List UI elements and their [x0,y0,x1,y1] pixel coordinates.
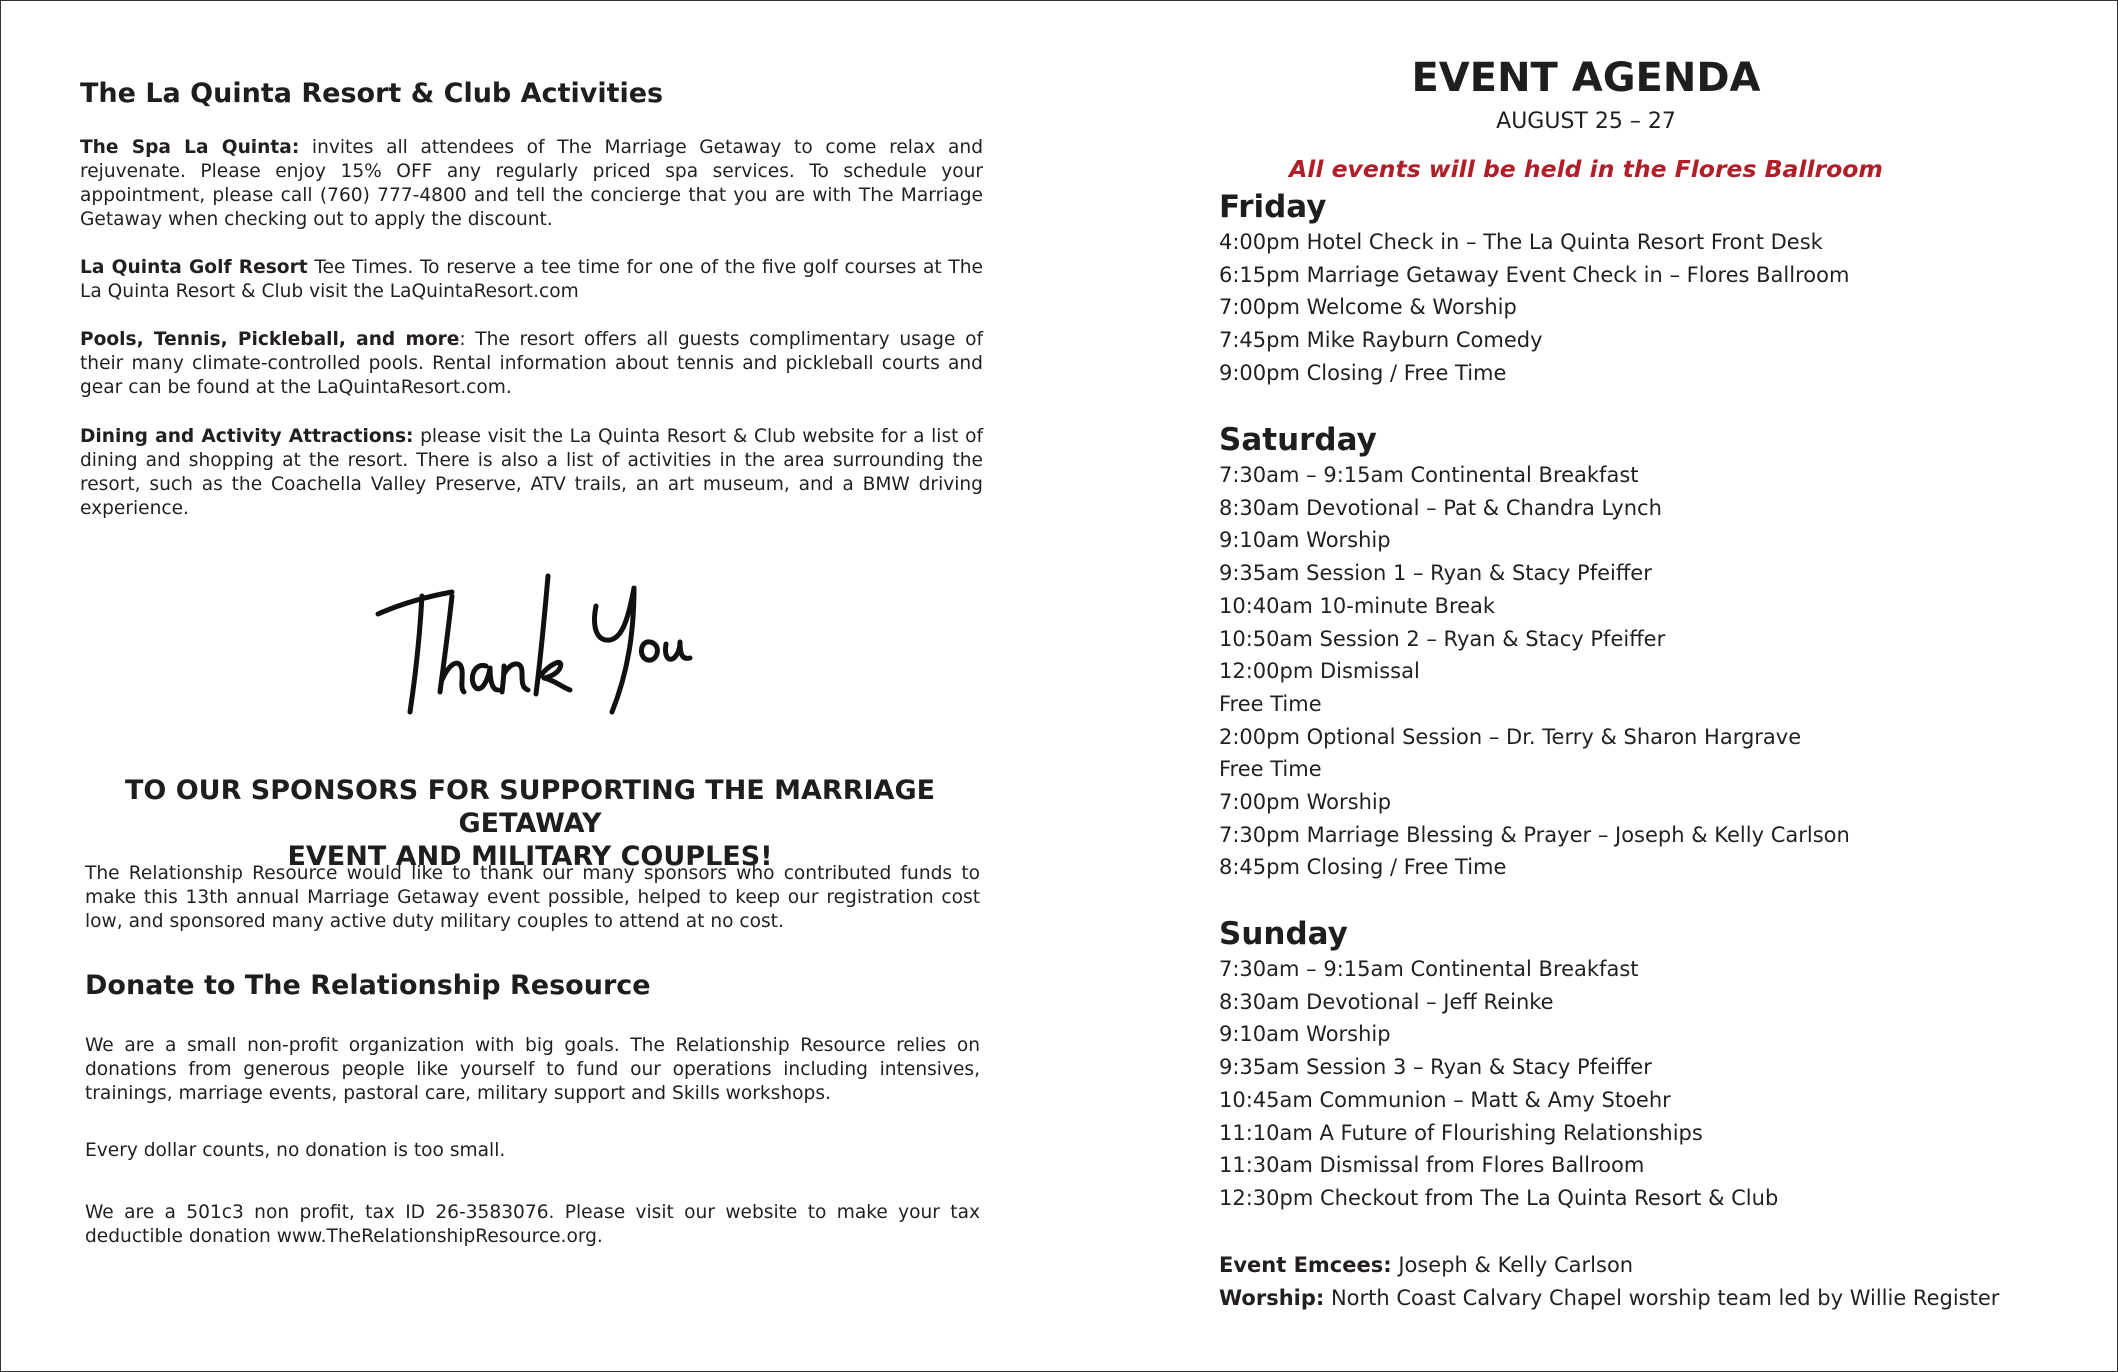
worship-value: North Coast Calvary Chapel worship team led by Willie Register [1324,1285,2000,1310]
day-sunday [1219,915,1778,1215]
dining-text: please visit the La Quinta Resort & Club website for a list of dining and shopping at the resort. There is also a list of activities in the area surrounding the resort, such as the Coachella Valley Preserve, ATV trails, an art museum, and a BMW driving experience. [80,426,983,519]
agenda-item: 7:45pm Mike Rayburn Comedy [1219,328,1543,353]
agenda-item: 9:00pm Closing / Free Time [1219,360,1507,385]
day-friday [1219,188,1849,390]
golf-paragraph [80,256,983,304]
agenda-item: 7:30am – 9:15am Continental Breakfast [1219,463,1639,487]
agenda-item: 10:40am 10-minute Break [1219,593,1496,618]
agenda-item: Free Time [1219,757,1322,782]
golf-lead: La Quinta Golf Resort [80,257,308,278]
agenda-item: 9:35am Session 3 – Ryan & Stacy Pfeiffer [1219,1055,1652,1080]
agenda-location-note: All events will be held in the Flores Ballroom [1289,155,1883,183]
golf-text: Tee Times. To reserve a tee time for one of the five golf courses at The La Quinta Resort & Club visit the LaQuintaResort.com [80,257,983,302]
donate-text-3: We are a 501c3 non profit, tax ID 26-3583076. Please visit our website to make your tax deductible donation www.TheRelationshipResource.org. [85,1202,980,1247]
agenda-item: 8:30am Devotional – Pat & Chandra Lynch [1219,495,1662,520]
pools-text: : The resort offers all guests complimentary usage of their many climate-controlled pools. Rental information about tennis and pickleball courts and gear can be found at the LaQuintaResort.com. [80,329,983,398]
agenda-item: 9:35am Session 1 – Ryan & Stacy Pfeiffer [1219,561,1652,586]
sponsors-title [70,774,990,873]
pools-lead: Pools, Tennis, Pickleball, and more [80,329,460,350]
agenda-dates: AUGUST 25 – 27 [1496,109,1676,134]
worship-label: Worship: [1219,1285,1325,1310]
spa-text: invites all attendees of The Marriage Getaway to come relax and rejuvenate. Please enjoy 15% OFF any regularly priced spa services. To schedule your appointment, please call (760) 777-4800 and tell the concierge that you are with The Marriage Getaway when checking out to apply the discount. [80,137,983,230]
emcees-line [1219,1249,1999,1282]
spa-paragraph [80,136,983,232]
script-h [440,596,464,692]
day-title: Sunday [1219,916,1348,952]
emcees-value: Joseph & Kelly Carlson [1391,1253,1634,1277]
agenda-title: EVENT AGENDA [1411,55,1761,101]
agenda-item: 12:00pm Dismissal [1219,659,1420,684]
sponsors-title-line2: EVENT AND MILITARY COUPLES! [287,841,773,872]
emcees-label: Event Emcees: [1219,1253,1392,1277]
credits [1219,1249,1999,1314]
agenda-item: 8:45pm Closing / Free Time [1219,855,1507,880]
script-k [536,576,570,694]
thank-you-script [360,562,700,732]
friday-items [1219,226,1849,390]
agenda-item: 7:00pm Worship [1219,790,1392,815]
script-o [641,642,657,660]
agenda-item: 7:30pm Marriage Blessing & Prayer – Joseph & Kelly Carlson [1219,822,1850,847]
donate-text-2: Every dollar counts, no donation is too small. [85,1140,506,1161]
agenda-item: 6:15pm Marriage Getaway Event Check in – Flores Ballroom [1219,262,1850,287]
agenda-item: 9:10am Worship [1219,1022,1391,1047]
sponsors-text: The Relationship Resource would like to thank our many sponsors who contributed funds to make this 13th annual Marriage Getaway event possible, helped to keep our registration cost low, and sponsored many active duty military couples to attend at no cost. [85,863,980,932]
donate-text-1: We are a small non-profit organization with big goals. The Relationship Resource relies on donations from generous people like yourself to fund our operations including intensives, trainings, marriage events, pastoral care, military support and Skills workshops. [85,1035,980,1104]
day-title: Saturday [1219,422,1377,458]
agenda-item: 4:00pm Hotel Check in – The La Quinta Resort Front Desk [1219,230,1823,254]
agenda-item: 10:50am Session 2 – Ryan & Stacy Pfeiffer [1219,626,1666,651]
dining-lead: Dining and Activity Attractions: [80,426,414,447]
agenda-item: 7:00pm Welcome & Worship [1219,295,1517,320]
agenda-item: 2:00pm Optional Session – Dr. Terry & Sharon Hargrave [1219,724,1802,749]
script-t-stem [410,596,422,712]
agenda-item: 11:10am A Future of Flourishing Relationships [1219,1120,1703,1145]
spa-lead: The Spa La Quinta: [80,137,300,158]
donate-title: Donate to The Relationship Resource [85,970,651,1001]
agenda-item: 12:30pm Checkout from The La Quinta Resort & Club [1219,1185,1779,1210]
dining-paragraph [80,425,983,521]
script-y [595,588,634,712]
pools-paragraph [80,328,983,400]
sunday-items [1219,953,1778,1215]
day-saturday [1219,421,1850,884]
worship-line [1219,1282,1999,1315]
activities-title: The La Quinta Resort & Club Activities [80,78,664,109]
script-n [502,664,528,692]
agenda-item: 10:45am Communion – Matt & Amy Stoehr [1219,1087,1671,1112]
day-title: Friday [1219,189,1327,225]
saturday-items [1219,459,1850,884]
script-t-bar [378,592,452,614]
agenda-item: 11:30am Dismissal from Flores Ballroom [1219,1153,1645,1178]
script-a [472,665,498,690]
agenda-item: Free Time [1219,691,1322,716]
sponsors-title-line1: TO OUR SPONSORS FOR SUPPORTING THE MARRIAGE GETAWAY [124,775,936,839]
agenda-item: 8:30am Devotional – Jeff Reinke [1219,989,1554,1014]
agenda-item: 9:10am Worship [1219,528,1391,553]
agenda-item: 7:30am – 9:15am Continental Breakfast [1219,957,1639,981]
script-u [665,642,690,659]
